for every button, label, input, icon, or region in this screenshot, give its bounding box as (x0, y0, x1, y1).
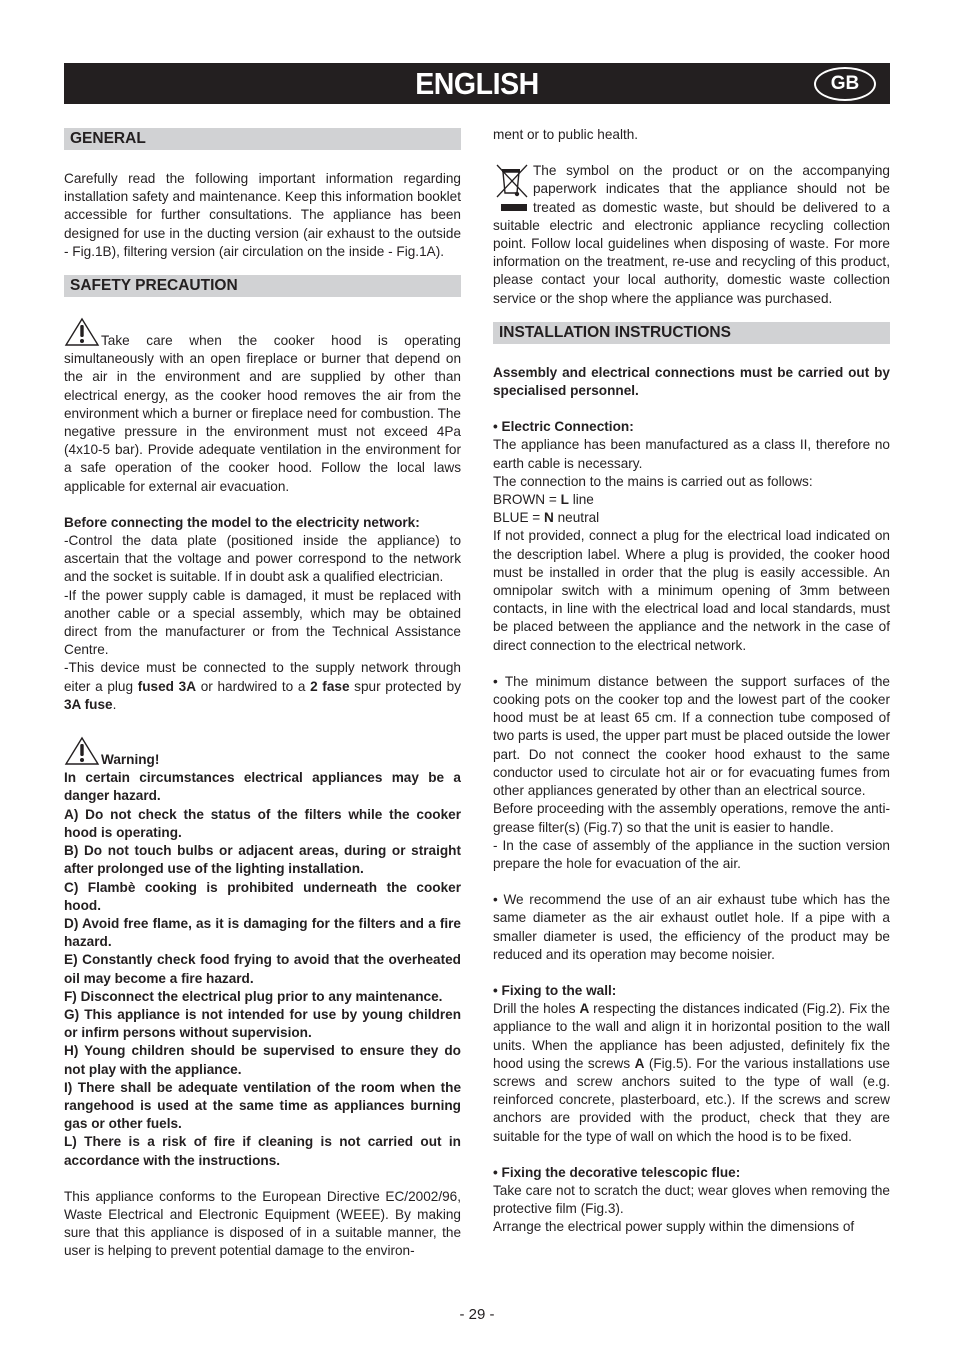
electric-text-3: If not provided, connect a plug for the electrical load indicated on the description label. Where a plug is provided, the cooker hood must be installed in order that the plug is easily accessible. An omnipolar switch with a minimum opening of 3mm between contacts, in line with the electrical load and local standards, must be placed between the appliance and the network in the case of direct connection to the electrical network. (493, 528, 890, 653)
caution-text: Take care when the cooker hood is operating simultaneously with an open fireplace or burner that depend on the air in the environment and are supplied by other than electrical energy, as the cooker hood removes the air from the environment which a burner or fireplace need for combustion. The negative pressure in the environment must not exceed 4Pa (4x10-5 bar). Provide adequate ventilation in the environment for a safe operation of the cooker hood. Follow the local laws applicable for external air evacuation. (64, 333, 461, 494)
language-badge: GB (814, 67, 876, 101)
text-run: BROWN = (493, 492, 561, 508)
right-column (493, 126, 890, 1237)
warning-item-f: F) Disconnect the electrical plug prior to any maintenance. (64, 988, 443, 1004)
warning-item-d: D) Avoid free flame, as it is damaging for the filters and a fire hazard. (64, 915, 461, 950)
warning-item-a: A) Do not check the status of the filters while the cooker hood is operating. (64, 806, 461, 840)
text-run-bold: 3A fuse (64, 696, 113, 712)
general-paragraph: Carefully read the following important information regarding installation safety and maintenance. Keep this information booklet accessible for further consultations. The appliance has been designed for use in the ducting version (air exhaust to the outside - Fig.1B), filtering version (air circulation on the inside - Fig.1A). (64, 171, 461, 259)
text-run: neutral (553, 510, 600, 526)
before-connecting-heading: Before connecting the model to the electricity network: (64, 514, 420, 530)
warning-item-h: H) Young children should be supervised to ensure they do not play with the appliance. (64, 1043, 461, 1077)
page-number: - 29 - (459, 1306, 495, 1323)
warning-triangle-icon (64, 736, 100, 766)
wall-fixing-paragraph (493, 1000, 890, 1146)
warning-label: Warning! (101, 752, 160, 768)
text-run-bold: 2 fase (310, 678, 350, 694)
assembly-note: Assembly and electrical connections must be carried out by specialised personnel. (493, 364, 890, 399)
warning-item-c: C) Flambè cooking is prohibited underneath the cooker hood. (64, 879, 461, 913)
text-run-bold: A (579, 1001, 590, 1017)
text-run-bold: N (544, 510, 554, 526)
left-column (64, 128, 461, 1261)
text-run: line (568, 492, 594, 508)
recommend-paragraph: • We recommend the use of an air exhaust tube which has the same diameter as the air exhaust outlet hole. If a pipe with a smaller diameter is used, the efficiency of the product may be reduced and its operation may become noisier. (493, 892, 890, 962)
section-heading-safety: SAFETY PRECAUTION (64, 275, 461, 297)
suction-paragraph: - In the case of assembly of the appliance in the suction version prepare the hole for evacuation of the air. (493, 837, 890, 871)
electric-connection-heading: • Electric Connection: (493, 419, 634, 435)
crossed-bin-icon (493, 161, 529, 215)
flue-heading: • Fixing the decorative telescopic flue: (493, 1164, 741, 1180)
warning-intro: In certain circumstances electrical appliances may be a danger hazard. (64, 770, 461, 804)
weee-paragraph: This appliance conforms to the European Directive EC/2002/96, Waste Electrical and Electronic Equipment (WEEE). By making sure that this appliance is disposed of in a suitable manner, the user is helping to prevent potential damage to the environ- (64, 1188, 461, 1259)
text-run-bold: L (560, 492, 569, 508)
before-assembly-paragraph: Before proceeding with the assembly operations, remove the anti-grease filter(s) (Fig.7) so that the unit is easier to handle. (493, 801, 890, 835)
before-item-3 (64, 659, 461, 714)
language-banner (64, 63, 890, 104)
weee-symbol-block (493, 162, 890, 308)
text-run: (Fig.5). For the various installations use screws and screw anchors suited to the type of wall (e.g. reinforced concrete, plasterboard, etc.). If the screws and screw anchors are provided with the product, check that they are suitable for the type of wall on which the hood is to be fixed. (493, 1055, 890, 1144)
section-heading-general: GENERAL (64, 128, 461, 150)
brown-wire-line (493, 491, 890, 509)
caution-paragraph (64, 317, 461, 496)
warning-triangle-icon (64, 317, 100, 347)
text-run: . (112, 696, 117, 712)
warning-label-line (64, 736, 461, 769)
warning-item-g: G) This appliance is not intended for use by young children or infirm persons without supervision. (64, 1006, 461, 1041)
warning-item-l: L) There is a risk of fire if cleaning is not carried out in accordance with the instructions. (64, 1134, 461, 1168)
text-run: spur protected by (349, 678, 461, 694)
text-run-bold: fused 3A (137, 678, 197, 694)
weee-symbol-text: The symbol on the product or on the accompanying paperwork indicates that the appliance should not be treated as domestic waste, but should be delivered to a suitable electric and electronic appliance recycling collection point. Follow local guidelines when disposing of waste. For more information on the treatment, re-use and recycling of this product, please contact your local authority, domestic waste collection service or the shop where the appliance was purchased. (493, 163, 890, 306)
flue-text-2: Arrange the electrical power supply within the dimensions of (493, 1219, 855, 1235)
before-item-2: -If the power supply cable is damaged, it must be replaced with another cable or a special assembly, which may be obtained direct from the manufacturer or from the Technical Assistance Centre. (64, 587, 461, 658)
text-run: respecting the distances indicated (Fig.2). Fix the appliance to the wall and align it in horizontal position to the wall units. When the appliance has been adjusted, definitely fix the hood using the screws (493, 1001, 890, 1071)
before-item-1: -Control the data plate (positioned inside the appliance) to ascertain that the voltage and power correspond to the network and the socket is suitable. If in doubt ask a qualified electrician. (64, 533, 461, 585)
electric-text-1: The appliance has been manufactured as a class II, therefore no earth cable is necessary. (493, 437, 890, 471)
text-run: -This device must be connected to the supply network through eiter a plug (64, 660, 461, 694)
warning-item-b: B) Do not touch bulbs or adjacent areas, during or straight after prolonged use of the lighting installation. (64, 843, 461, 877)
text-run-bold: A (634, 1055, 645, 1071)
warning-item-i: I) There shall be adequate ventilation of the room when the rangehood is used at the same time as appliances burning gas or other fuels. (64, 1079, 461, 1132)
text-run: or hardwired to a (196, 678, 311, 694)
page-title: ENGLISH (415, 66, 539, 101)
min-distance-paragraph: • The minimum distance between the support surfaces of the cooking pots on the cooker top and the lowest part of the cooker hood must be at least 65 cm. If a connection tube composed of two parts is used, the upper part must be placed outside the lower part. Do not connect the cooker hood exhaust to the same conductor used to circulate hot air or for evacuating fumes from other appliances generated by other than an electrical source. (493, 673, 890, 799)
text-run: BLUE = (493, 510, 545, 526)
flue-text-1: Take care not to scratch the duct; wear gloves when removing the protective film (Fig.3). (493, 1182, 890, 1217)
weee-continuation: ment or to public health. (493, 127, 639, 142)
warning-item-e: E) Constantly check food frying to avoid that the overheated oil may become a fire hazard. (64, 952, 461, 986)
blue-wire-line (493, 509, 890, 527)
wall-fixing-heading: • Fixing to the wall: (493, 982, 617, 998)
electric-text-2: The connection to the mains is carried out as follows: (493, 473, 813, 489)
section-heading-installation: INSTALLATION INSTRUCTIONS (493, 322, 890, 344)
text-run: Drill the holes (493, 1001, 580, 1017)
